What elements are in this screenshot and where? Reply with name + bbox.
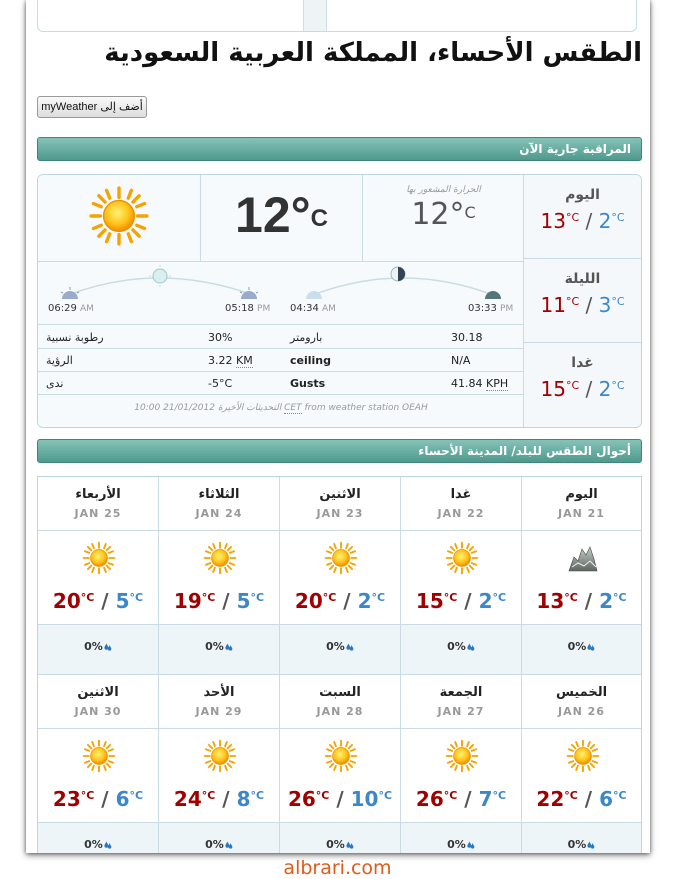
- precip-cell: [401, 823, 521, 853]
- day-body: [38, 531, 158, 625]
- high-temp: $13^{^\circ C}$: [536, 589, 578, 613]
- raindrop-icon: [587, 840, 595, 850]
- gusts-unit: KPH: [486, 377, 509, 390]
- moonset-time: [468, 303, 513, 314]
- visibility-value: [208, 354, 253, 367]
- precip-value: 0%: [84, 838, 103, 851]
- high-temp: $15^{^\circ C}$: [540, 377, 580, 401]
- gusts-label: Gusts: [290, 377, 326, 390]
- forecast-day[interactable]: [38, 675, 159, 853]
- high-value: 23: [52, 787, 81, 811]
- summary-tonight[interactable]: [524, 259, 641, 343]
- current-weather-box: [38, 175, 201, 262]
- update-footnote: [38, 403, 524, 413]
- humidity-value: 30%: [208, 331, 233, 344]
- precip-value: 0%: [567, 640, 587, 653]
- day-body: [401, 729, 521, 823]
- visibility-number: 3.22: [208, 354, 233, 367]
- low-temp: $6^{^\circ C}$: [115, 787, 144, 811]
- day-date: JAN 29: [195, 705, 243, 718]
- sun-icon: [566, 739, 600, 773]
- day-temps: $13^{^\circ C} / 2^{^\circ C}$: [536, 589, 627, 613]
- high-value: 11: [540, 293, 566, 317]
- sunrise-ampm: AM: [80, 304, 94, 314]
- high-value: 24: [173, 787, 202, 811]
- gusts-value: [451, 377, 508, 390]
- low-value: 8: [236, 787, 251, 811]
- day-temps: $26^{^\circ C} / 7^{^\circ C}$: [415, 787, 507, 811]
- sunset-icon: [240, 287, 258, 299]
- summary-column: [523, 175, 641, 427]
- day-header: [280, 675, 400, 729]
- day-temps: $24^{^\circ C} / 8^{^\circ C}$: [173, 787, 265, 811]
- current-conditions-panel: [37, 174, 642, 428]
- day-body: [159, 531, 279, 625]
- day-body: [522, 729, 641, 823]
- high-temp: $19^{^\circ C}$: [173, 589, 216, 613]
- low-value: 6: [599, 787, 613, 811]
- high-value: 13: [536, 589, 565, 613]
- low-value: 2: [598, 377, 612, 401]
- visibility-unit: KM: [236, 354, 253, 367]
- current-top-row: [38, 175, 524, 262]
- raindrop-icon: [225, 840, 233, 850]
- low-value: 2: [599, 589, 613, 613]
- precip-cell: [280, 823, 400, 853]
- day-header: [401, 675, 521, 729]
- low-temp: $2^{^\circ C}$: [598, 377, 625, 401]
- low-value: 7: [478, 787, 493, 811]
- sun-arc-graphic: [38, 263, 524, 325]
- low-value: 3: [598, 293, 612, 317]
- sunset-ampm: PM: [257, 304, 271, 314]
- sun-icon: [445, 739, 479, 773]
- day-body: [522, 531, 641, 625]
- day-temps: $23^{^\circ C} / 6^{^\circ C}$: [52, 787, 144, 811]
- forecast-day[interactable]: [159, 675, 280, 853]
- footnote-date: التحديثات الأخيرة 21/01/2012 10:00: [134, 403, 282, 413]
- day-temps: $22^{^\circ C} / 6^{^\circ C}$: [536, 787, 627, 811]
- precip-value: 0%: [447, 640, 466, 653]
- dust-icon: [566, 541, 600, 575]
- footnote-station: from weather station OEAH: [304, 403, 428, 413]
- day-date: JAN 23: [316, 507, 364, 520]
- feels-like-number: 12: [411, 197, 450, 232]
- precip-value: 0%: [326, 838, 345, 851]
- high-temp: $20^{^\circ C}$: [52, 589, 95, 613]
- day-header: [522, 477, 641, 531]
- feels-like-value: 12°$^C$: [411, 197, 476, 232]
- sun-moon-timeline: [38, 263, 524, 325]
- raindrop-icon: [346, 642, 354, 652]
- day-name: الخميس: [555, 685, 608, 700]
- day-date: JAN 26: [558, 705, 605, 718]
- add-to-myweather-button[interactable]: أضف إلى myWeather: [37, 96, 147, 118]
- sun-icon: [445, 541, 479, 575]
- day-temps: $20^{^\circ C} / 5^{^\circ C}$: [52, 589, 144, 613]
- high-value: 15: [415, 589, 444, 613]
- sunrise-icon: [61, 287, 79, 299]
- top-scroll-strip: [37, 0, 637, 32]
- high-temp: $22^{^\circ C}$: [536, 787, 578, 811]
- summary-temps: $11^{^\circ C} / 3^{^\circ C}$: [540, 293, 625, 317]
- low-temp: $5^{^\circ C}$: [236, 589, 265, 613]
- forecast-day[interactable]: [522, 477, 641, 675]
- day-body: [280, 531, 400, 625]
- forecast-day[interactable]: [522, 675, 641, 853]
- precip-value: 0%: [205, 640, 224, 653]
- high-temp: $13^{^\circ C}$: [540, 209, 580, 233]
- day-date: JAN 21: [558, 507, 605, 520]
- unit-label: C: [464, 203, 476, 222]
- dew-label: ندى: [46, 377, 64, 390]
- forecast-row: [38, 675, 641, 853]
- forecast-day[interactable]: [401, 477, 522, 675]
- forecast-day[interactable]: [159, 477, 280, 675]
- day-date: JAN 27: [437, 705, 485, 718]
- precip-cell: [401, 625, 521, 675]
- raindrop-icon: [467, 642, 475, 652]
- moon-position-icon: [391, 267, 405, 281]
- high-temp: $20^{^\circ C}$: [294, 589, 337, 613]
- day-name: الأربعاء: [75, 487, 121, 502]
- low-value: 2: [478, 589, 493, 613]
- day-header: [38, 477, 158, 531]
- day-name: الاثنين: [77, 685, 119, 700]
- current-main: [38, 175, 524, 427]
- raindrop-icon: [104, 642, 112, 652]
- site-brand[interactable]: albrari.com: [283, 857, 392, 879]
- detail-row: [38, 326, 524, 349]
- visibility-label: الرؤية: [46, 354, 73, 367]
- forecast-row: [38, 477, 641, 675]
- barometer-value: 30.18: [451, 331, 483, 344]
- unit-label: C: [310, 205, 328, 232]
- current-temp-value: 12: [235, 187, 291, 243]
- day-date: JAN 24: [195, 507, 243, 520]
- precip-cell: [159, 823, 279, 853]
- day-body: [280, 729, 400, 823]
- forecast-grid: [37, 476, 642, 853]
- day-header: [522, 675, 641, 729]
- raindrop-icon: [467, 840, 475, 850]
- detail-row: [38, 349, 524, 372]
- sunset-value: 05:18: [225, 303, 254, 314]
- low-temp: $7^{^\circ C}$: [478, 787, 507, 811]
- day-body: [159, 729, 279, 823]
- low-temp: $2^{^\circ C}$: [598, 209, 625, 233]
- day-name: الجمعة: [439, 685, 483, 700]
- day-name: اليوم: [565, 487, 598, 502]
- high-value: 22: [536, 787, 565, 811]
- day-temps: $26^{^\circ C} / 10^{^\circ C}$: [287, 787, 393, 811]
- high-value: 19: [173, 589, 202, 613]
- sunrise-value: 06:29: [48, 303, 77, 314]
- precip-value: 0%: [567, 838, 587, 851]
- scroll-handle[interactable]: [303, 0, 327, 31]
- sun-icon: [88, 185, 150, 247]
- low-temp: $6^{^\circ C}$: [599, 787, 627, 811]
- barometer-label: بارومتر: [290, 331, 323, 344]
- forecast-day[interactable]: [280, 477, 401, 675]
- precip-value: 0%: [447, 838, 466, 851]
- summary-temps: $15^{^\circ C} / 2^{^\circ C}$: [540, 377, 625, 401]
- low-temp: $8^{^\circ C}$: [236, 787, 265, 811]
- low-temp: $5^{^\circ C}$: [115, 589, 144, 613]
- raindrop-icon: [225, 642, 233, 652]
- sun-position-icon: [149, 265, 171, 287]
- moonrise-value: 04:34: [290, 303, 319, 314]
- low-value: 5: [236, 589, 251, 613]
- weather-page: [26, 0, 650, 853]
- precip-value: 0%: [326, 640, 345, 653]
- day-date: JAN 25: [74, 507, 122, 520]
- precip-value: 0%: [205, 838, 224, 851]
- high-temp: $15^{^\circ C}$: [415, 589, 458, 613]
- precip-cell: [280, 625, 400, 675]
- precip-value: 0%: [84, 640, 103, 653]
- precip-cell: [38, 823, 158, 853]
- summary-today[interactable]: [524, 175, 641, 259]
- high-value: 15: [540, 377, 566, 401]
- sunset-time: [225, 303, 270, 314]
- detail-row: [38, 372, 524, 395]
- humidity-label: رطوبة نسبية: [46, 331, 104, 344]
- feels-like-box: [363, 175, 524, 262]
- high-temp: $26^{^\circ C}$: [415, 787, 458, 811]
- day-header: [159, 675, 279, 729]
- low-value: 10: [350, 787, 379, 811]
- raindrop-icon: [587, 642, 595, 652]
- high-value: 26: [415, 787, 444, 811]
- moonrise-time: [290, 303, 336, 314]
- high-value: 13: [540, 209, 566, 233]
- precip-cell: [522, 823, 641, 853]
- day-date: JAN 28: [316, 705, 364, 718]
- forecast-day[interactable]: [38, 477, 159, 675]
- high-temp: $24^{^\circ C}$: [173, 787, 216, 811]
- day-header: [280, 477, 400, 531]
- day-header: [38, 675, 158, 729]
- day-name: الأحد: [203, 685, 235, 700]
- high-temp: $23^{^\circ C}$: [52, 787, 95, 811]
- high-value: 26: [287, 787, 316, 811]
- page-title: الطقس الأحساء، المملكة العربية السعودية: [104, 38, 642, 68]
- low-temp: $10^{^\circ C}$: [350, 787, 393, 811]
- low-value: 5: [115, 589, 130, 613]
- day-date: JAN 30: [74, 705, 122, 718]
- day-name: الثلاثاء: [198, 487, 240, 502]
- precip-cell: [522, 625, 641, 675]
- low-temp: $2^{^\circ C}$: [357, 589, 386, 613]
- day-name: الاثنين: [319, 487, 361, 502]
- gusts-number: 41.84: [451, 377, 483, 390]
- day-name: السبت: [319, 685, 361, 700]
- details-table: [38, 326, 524, 395]
- forecast-section-header: أحوال الطقس للبلد/ المدينة الأحساء: [37, 439, 642, 463]
- low-temp: $2^{^\circ C}$: [599, 589, 627, 613]
- summary-label: اليوم: [565, 187, 600, 203]
- day-name: غدا: [450, 487, 472, 502]
- sun-icon: [203, 739, 237, 773]
- summary-label: الليلة: [564, 271, 601, 287]
- current-section-header: المراقبة جارية الآن: [37, 137, 642, 161]
- high-temp: $26^{^\circ C}$: [287, 787, 330, 811]
- sunrise-time: [48, 303, 94, 314]
- forecast-day[interactable]: [401, 675, 522, 853]
- summary-tomorrow[interactable]: [524, 343, 641, 427]
- day-header: [159, 477, 279, 531]
- summary-temps: $13^{^\circ C} / 2^{^\circ C}$: [540, 209, 625, 233]
- day-date: JAN 22: [437, 507, 485, 520]
- raindrop-icon: [346, 840, 354, 850]
- sun-icon: [203, 541, 237, 575]
- forecast-day[interactable]: [280, 675, 401, 853]
- sun-icon: [324, 541, 358, 575]
- day-temps: $15^{^\circ C} / 2^{^\circ C}$: [415, 589, 507, 613]
- low-value: 6: [115, 787, 130, 811]
- low-value: 2: [598, 209, 612, 233]
- current-temp-box: [201, 175, 363, 262]
- low-temp: $2^{^\circ C}$: [478, 589, 507, 613]
- high-value: 20: [52, 589, 81, 613]
- day-temps: $19^{^\circ C} / 5^{^\circ C}$: [173, 589, 265, 613]
- current-temperature: 12°$^C$: [235, 187, 328, 243]
- high-temp: $11^{^\circ C}$: [540, 293, 580, 317]
- dew-value: -5°C: [208, 377, 233, 390]
- low-value: 2: [357, 589, 372, 613]
- day-header: [401, 477, 521, 531]
- precip-cell: [38, 625, 158, 675]
- sun-icon: [324, 739, 358, 773]
- day-body: [38, 729, 158, 823]
- feels-like-label: الحرارة المشعور بها: [406, 185, 481, 195]
- precip-cell: [159, 625, 279, 675]
- day-temps: $20^{^\circ C} / 2^{^\circ C}$: [294, 589, 386, 613]
- sun-icon: [82, 541, 116, 575]
- moonset-value: 03:33: [468, 303, 497, 314]
- sun-icon: [82, 739, 116, 773]
- day-body: [401, 531, 521, 625]
- raindrop-icon: [104, 840, 112, 850]
- summary-label: غدا: [571, 355, 594, 371]
- moonrise-ampm: AM: [322, 304, 336, 314]
- low-temp: $3^{^\circ C}$: [598, 293, 625, 317]
- footnote-cet: CET: [284, 403, 302, 413]
- high-value: 20: [294, 589, 323, 613]
- ceiling-label: ceiling: [290, 354, 331, 367]
- moonset-ampm: PM: [500, 304, 514, 314]
- ceiling-value: N/A: [451, 354, 471, 367]
